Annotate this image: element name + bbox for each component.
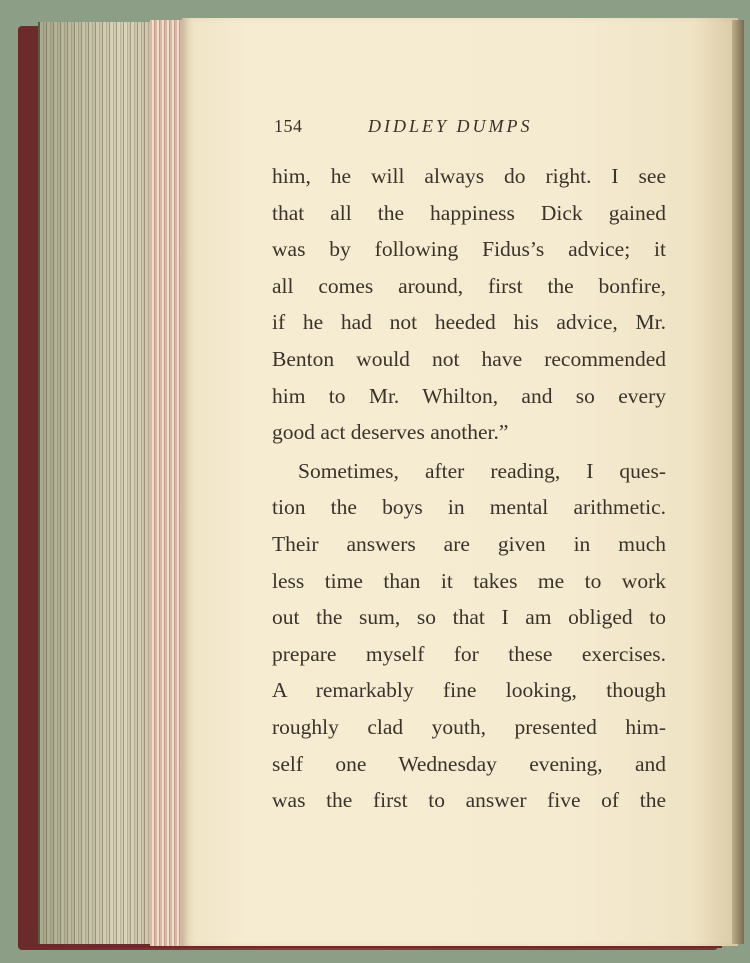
text-line: out the sum, so that I am obliged to	[272, 605, 666, 630]
text-line: roughly clad youth, presented him-	[272, 714, 666, 739]
text-line: Benton would not have recommended	[272, 346, 666, 371]
text-line: less time than it takes me to work	[272, 568, 666, 593]
text-line: tion the boys in mental arithmetic.	[272, 495, 666, 520]
text-line: Their answers are given in much	[272, 531, 666, 556]
text-line: prepare myself for these exercises.	[272, 641, 666, 666]
text-line: was by following Fidus’s advice; it	[272, 237, 666, 262]
running-head	[270, 116, 590, 140]
page-edges-gilt	[150, 20, 186, 946]
text-line: if he had not heeded his advice, Mr.	[272, 310, 666, 335]
text-line: him, he will always do right. I see	[272, 164, 666, 188]
page-number: 154	[274, 116, 303, 136]
text-line: Sometimes, after reading, I ques-	[298, 458, 666, 483]
text-line: him to Mr. Whilton, and so every	[272, 383, 666, 408]
text-line: A remarkably fine looking, though	[272, 678, 666, 703]
running-title: DIDLEY DUMPS	[368, 116, 533, 136]
text-line: self one Wednesday evening, and	[272, 751, 666, 776]
page-right-edge	[732, 20, 744, 944]
body-text	[272, 158, 666, 819]
text-line: good act deserves another.”	[272, 420, 509, 445]
text-line: all comes around, first the bonfire,	[272, 273, 666, 298]
text-line: that all the happiness Dick gained	[272, 200, 666, 225]
text-line: was the first to answer five of the	[272, 788, 666, 813]
